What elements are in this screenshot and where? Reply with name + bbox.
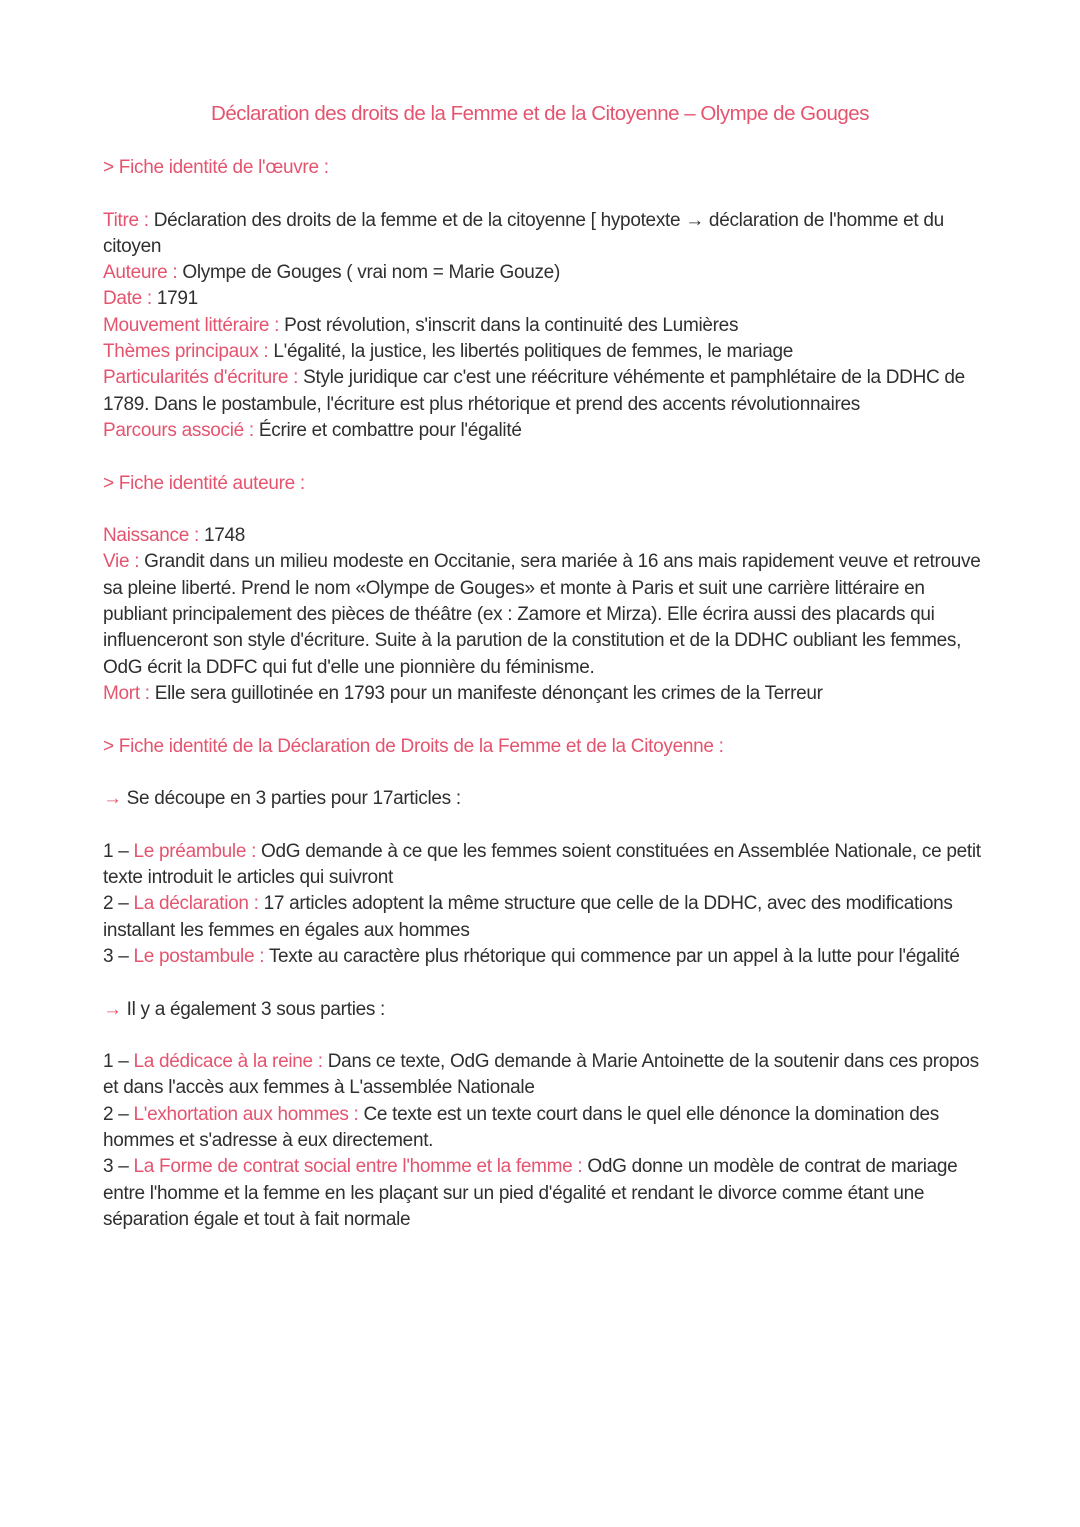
- field-label: Parcours associé :: [103, 419, 254, 441]
- list-item: [103, 1049, 983, 1102]
- list-item: [103, 944, 983, 970]
- section-heading-auteure: > Fiche identité auteure :: [103, 472, 305, 494]
- field-mort: [103, 681, 983, 707]
- field-label: Vie :: [103, 551, 140, 573]
- item-value: Dans ce texte, OdG demande à Marie Antoinette de la soutenir dans ces propos et dans l'accès aux femmes à L'assemblée Nationale: [103, 1051, 979, 1099]
- field-particularites: [103, 365, 983, 418]
- field-label: Auteure :: [103, 262, 178, 284]
- field-label: Particularités d'écriture :: [103, 367, 299, 389]
- item-label: Le postambule :: [133, 945, 265, 967]
- field-themes: [103, 339, 983, 365]
- field-value: 1791: [151, 288, 198, 310]
- field-vie: [103, 549, 983, 680]
- field-label: Naissance :: [103, 525, 199, 547]
- field-value: L'égalité, la justice, les libertés politiques de femmes, le mariage: [268, 341, 794, 363]
- page-title: Déclaration des droits de la Femme et de la Citoyenne – Olympe de Gouges: [211, 102, 869, 125]
- arrow-right-icon: →: [103, 998, 122, 1020]
- item-number: 2 –: [103, 893, 134, 915]
- list-item: [103, 1102, 983, 1155]
- item-number: 2 –: [103, 1103, 134, 1125]
- item-number: 3 –: [103, 1156, 134, 1178]
- document-body: [103, 155, 983, 1233]
- item-value: OdG donne un modèle de contrat de mariage entre l'homme et la femme en les plaçant sur un pied d'égalité et rendant le divorce comme étant une séparation égale et tout à fait normale: [103, 1156, 958, 1230]
- subparts-intro: [103, 997, 983, 1023]
- item-label: La déclaration :: [133, 893, 259, 915]
- field-label: Thèmes principaux :: [103, 341, 269, 363]
- field-titre: [103, 208, 983, 261]
- list-item: [103, 1154, 983, 1233]
- field-value: Déclaration des droits de la femme et de la citoyenne [ hypotexte → déclaration de l'homme et du citoyen: [103, 209, 944, 257]
- field-value: Style juridique car c'est une réécriture véhémente et pamphlétaire de la DDHC de 1789. Dans le postambule, l'écriture est plus rhétorique et prend des accents révolutionnaires: [103, 367, 965, 415]
- item-value: OdG demande à ce que les femmes soient constituées en Assemblée Nationale, ce petit texte introduit le articles qui suivront: [103, 840, 981, 889]
- field-naissance: [103, 523, 983, 549]
- oeuvre-fields: [103, 208, 983, 445]
- arrow-right-icon: →: [103, 788, 122, 810]
- field-parcours: [103, 418, 983, 444]
- field-label: Mort :: [103, 682, 150, 704]
- item-number: 1 –: [103, 840, 134, 862]
- item-label: Le préambule :: [133, 840, 257, 862]
- section-heading-oeuvre: > Fiche identité de l'œuvre :: [103, 157, 329, 178]
- intro-text: Se découpe en 3 parties pour 17articles :: [121, 788, 461, 810]
- field-value: Grandit dans un milieu modeste en Occitanie, sera mariée à 16 ans mais rapidement veuve et retrouve sa pleine liberté. Prend le nom «Olympe de Gouges» et monte à Paris et suit une carrière littéraire en publiant principalement des pièces de théâtre (ex : Zamore et Mirza). Elle écrira aussi des placards qui influenceront son style d'écriture. Suite à la parution de la constitution et de la DDHC oubliant les femmes, OdG écrit la DDFC qui fut d'elle une pionnière du féminisme.: [103, 551, 981, 678]
- item-number: 3 –: [103, 945, 134, 967]
- parts-intro: [103, 786, 983, 812]
- item-value: Ce texte est un texte court dans le quel elle dénonce la domination des hommes et s'adresse à eux directement.: [103, 1103, 939, 1151]
- field-value: Olympe de Gouges ( vrai nom = Marie Gouze): [177, 262, 560, 284]
- item-label: L'exhortation aux hommes :: [133, 1103, 359, 1125]
- item-value: Texte au caractère plus rhétorique qui commence par un appel à la lutte pour l'égalité: [264, 945, 960, 967]
- field-label: Titre :: [103, 209, 149, 231]
- field-mouvement: [103, 313, 983, 339]
- auteure-fields: [103, 523, 983, 707]
- field-value: Elle sera guillotinée en 1793 pour un manifeste dénonçant les crimes de la Terreur: [149, 682, 823, 704]
- subparts-list: [103, 1049, 983, 1233]
- field-value: 1748: [198, 525, 246, 547]
- field-date: [103, 286, 983, 312]
- field-value: Post révolution, s'inscrit dans la continuité des Lumières: [279, 314, 739, 336]
- list-item: [103, 891, 983, 944]
- list-item: [103, 839, 983, 892]
- field-label: Mouvement littéraire :: [103, 314, 280, 336]
- parts-list: [103, 839, 983, 970]
- item-label: La Forme de contrat social entre l'homme et la femme :: [133, 1156, 583, 1178]
- section-heading-declaration: > Fiche identité de la Déclaration de Droits de la Femme et de la Citoyenne :: [103, 735, 724, 757]
- field-auteure: [103, 260, 983, 286]
- field-label: Date :: [103, 288, 152, 310]
- item-number: 1 –: [103, 1051, 134, 1073]
- item-label: La dédicace à la reine :: [133, 1051, 323, 1073]
- intro-text: Il y a également 3 sous parties :: [121, 998, 386, 1020]
- field-value: Écrire et combattre pour l'égalité: [253, 419, 522, 441]
- item-value: 17 articles adoptent la même structure que celle de la DDHC, avec des modifications installant les femmes en égales aux hommes: [103, 893, 953, 941]
